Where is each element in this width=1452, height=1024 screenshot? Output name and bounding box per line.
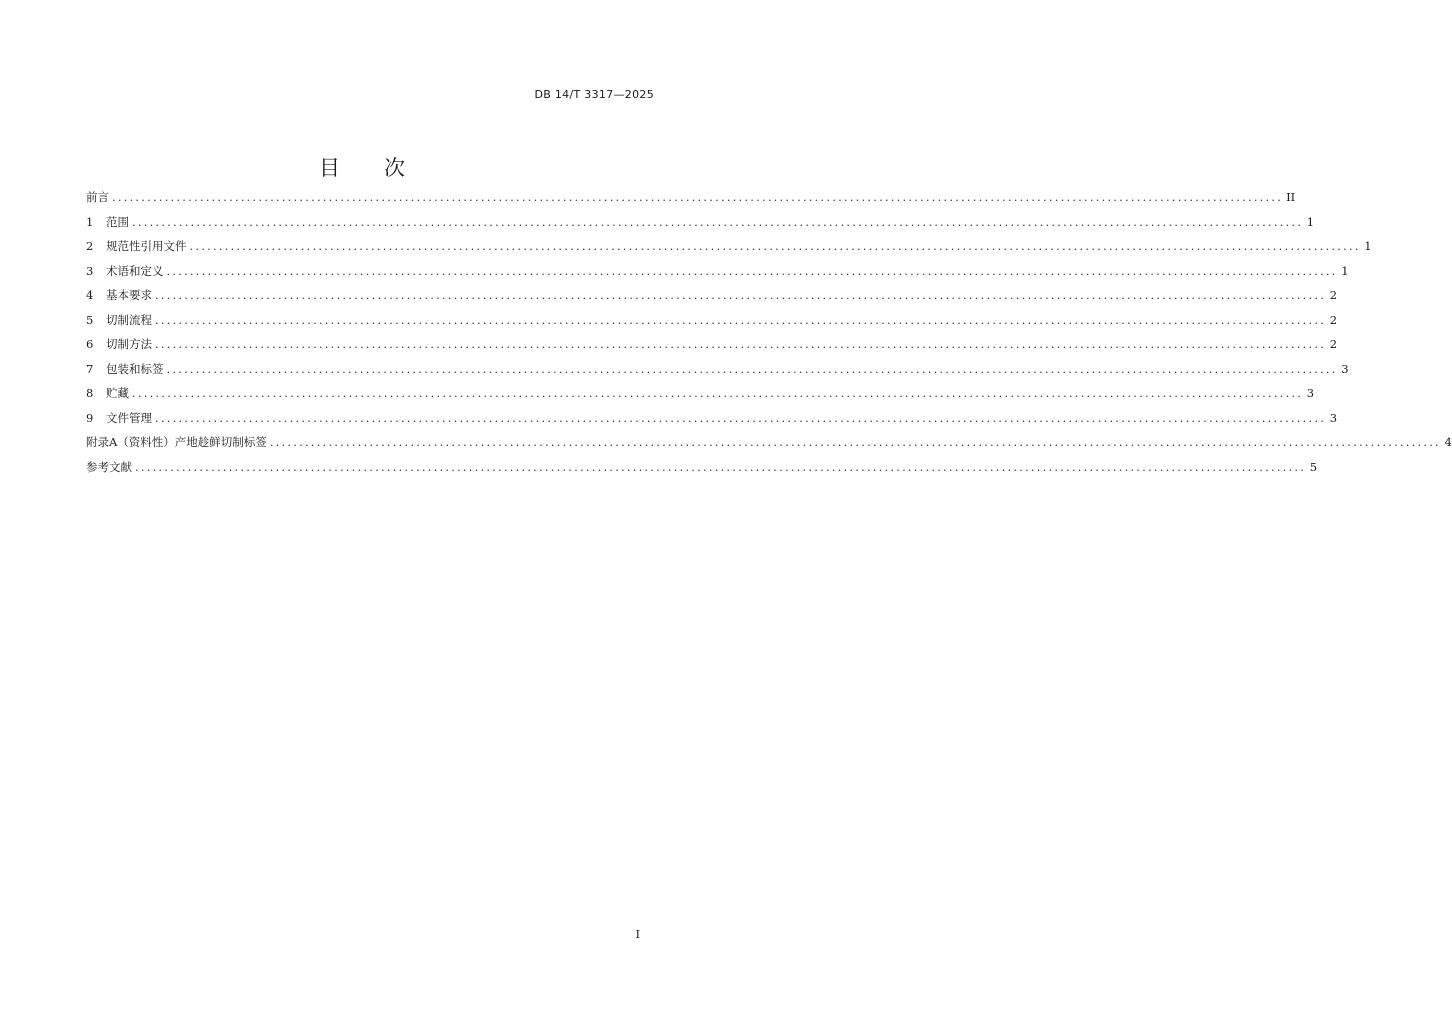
toc-entry-label: 规范性引用文件 bbox=[106, 239, 187, 253]
toc-entry-page: 1 bbox=[1364, 239, 1372, 253]
toc-entry[interactable] bbox=[86, 287, 1338, 312]
toc-entry-number: 5 bbox=[86, 312, 94, 327]
toc-entry[interactable] bbox=[86, 214, 1315, 239]
toc-entry-label: 前言 bbox=[86, 190, 109, 204]
toc-entry-number: 9 bbox=[86, 410, 94, 425]
toc-entry-label: 参考文献 bbox=[86, 459, 132, 474]
toc-dot-leader: ........................................................................................................................................................................................................ bbox=[135, 459, 1307, 474]
toc-entry-label: 包装和标签 bbox=[106, 361, 164, 376]
toc-entry-page: 3 bbox=[1341, 361, 1349, 376]
toc-entry[interactable] bbox=[86, 361, 1349, 386]
toc-entry[interactable] bbox=[86, 385, 1315, 410]
toc-entry-number: 2 bbox=[86, 239, 94, 253]
toc-entry-number: 7 bbox=[86, 361, 94, 376]
toc-entry-number: 3 bbox=[86, 263, 94, 278]
toc-dot-leader: ........................................................................................................................................................................................................ bbox=[155, 410, 1327, 425]
toc-entry-number: 1 bbox=[86, 214, 94, 229]
toc-entry[interactable] bbox=[86, 410, 1338, 435]
toc-entry-label: 文件管理 bbox=[106, 410, 152, 425]
footer-page-number: I bbox=[635, 928, 640, 941]
toc-entry-label: 切制流程 bbox=[106, 312, 152, 327]
toc-dot-leader: ........................................................................................................................................................................................................ bbox=[166, 361, 1338, 376]
toc-entry-page: 2 bbox=[1329, 312, 1338, 327]
toc-entry-page: II bbox=[1286, 190, 1296, 204]
toc-dot-leader: ........................................................................................................................................................................................................ bbox=[166, 263, 1338, 278]
toc-entry[interactable] bbox=[86, 238, 1372, 263]
toc-dot-leader: ........................................................................................................................................................................................................ bbox=[189, 239, 1361, 253]
toc-entry-page: 3 bbox=[1329, 410, 1338, 425]
toc-entry[interactable] bbox=[86, 263, 1349, 288]
toc-dot-leader: ........................................................................................................................................................................................................ bbox=[155, 312, 1327, 327]
toc-entry-label: 范围 bbox=[106, 214, 129, 229]
toc-entry[interactable] bbox=[86, 459, 1318, 484]
toc-entry[interactable] bbox=[86, 336, 1338, 361]
toc-entry-page: 2 bbox=[1329, 337, 1338, 351]
toc-entry-number: 4 bbox=[86, 288, 94, 302]
toc-entry[interactable] bbox=[86, 312, 1338, 337]
title-char-1: 目 bbox=[319, 156, 340, 180]
toc-entry-page: 4 bbox=[1444, 435, 1452, 449]
title-char-2: 次 bbox=[384, 156, 405, 180]
toc-entry[interactable] bbox=[86, 434, 1452, 459]
toc-entry-label: 切制方法 bbox=[106, 337, 152, 351]
toc-dot-leader: ........................................................................................................................................................................................................ bbox=[132, 214, 1304, 229]
toc-entry-label: 基本要求 bbox=[106, 288, 152, 302]
table-of-contents bbox=[86, 189, 1452, 483]
toc-entry-label: 术语和定义 bbox=[106, 263, 164, 278]
toc-entry-page: 1 bbox=[1341, 263, 1349, 278]
toc-dot-leader: ........................................................................................................................................................................................................ bbox=[155, 288, 1327, 302]
toc-entry-page: 2 bbox=[1329, 288, 1338, 302]
toc-entry-number: 6 bbox=[86, 337, 94, 351]
toc-dot-leader: ........................................................................................................................................................................................................ bbox=[269, 435, 1441, 449]
toc-entry-label: 附录A（资料性）产地趁鲜切制标签 bbox=[86, 435, 267, 449]
toc-dot-leader: ........................................................................................................................................................................................................ bbox=[132, 386, 1304, 400]
toc-entry-page: 3 bbox=[1306, 386, 1315, 400]
standard-code: DB 14/T 3317—2025 bbox=[534, 88, 654, 101]
toc-entry-page: 5 bbox=[1309, 459, 1318, 474]
toc-entry[interactable] bbox=[86, 189, 1296, 214]
toc-dot-leader: ........................................................................................................................................................................................................ bbox=[112, 190, 1284, 204]
toc-entry-page: 1 bbox=[1306, 214, 1315, 229]
toc-dot-leader: ........................................................................................................................................................................................................ bbox=[155, 337, 1327, 351]
toc-entry-number: 8 bbox=[86, 386, 94, 400]
page-title bbox=[0, 152, 724, 182]
toc-entry-label: 贮藏 bbox=[106, 386, 129, 400]
